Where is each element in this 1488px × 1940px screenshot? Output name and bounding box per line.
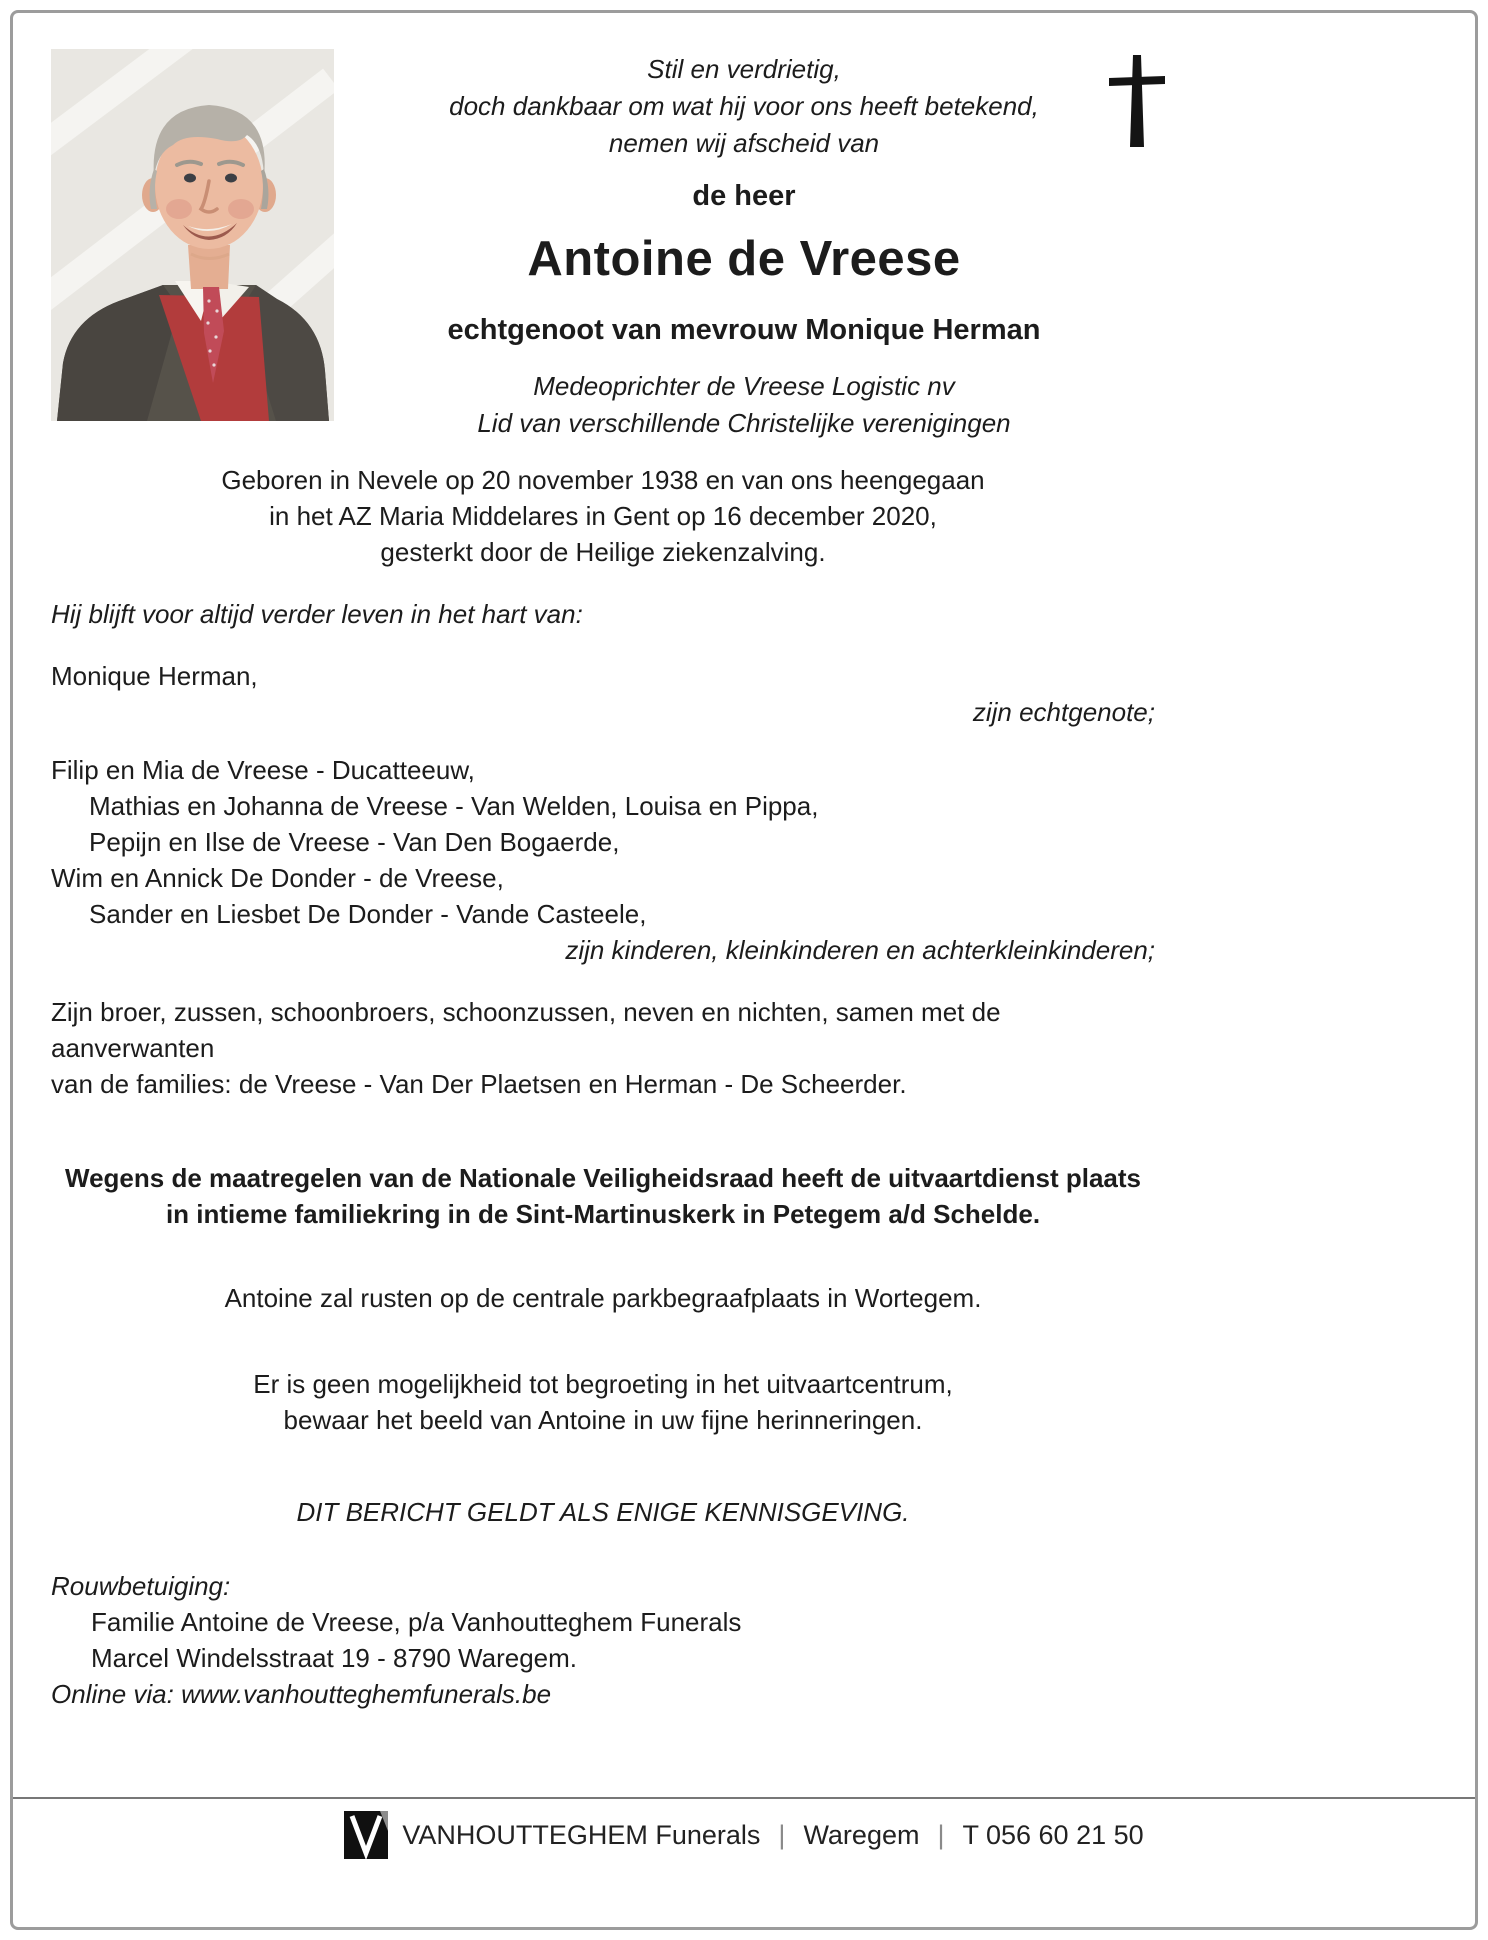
family-member-row: Pepijn en Ilse de Vreese - Van Den Bogaerde, xyxy=(89,827,620,857)
intro-line: Stil en verdrietig, xyxy=(647,54,841,84)
obituary-card xyxy=(10,10,1478,1930)
family-role: zijn kinderen, kleinkinderen en achterkleinkinderen; xyxy=(565,935,1155,965)
birth-death-block xyxy=(51,462,1155,570)
legal-notice: DIT BERICHT GELDT ALS ENIGE KENNISGEVING. xyxy=(296,1497,910,1527)
funeral-home-logo xyxy=(344,1811,388,1859)
family-member-row: Filip en Mia de Vreese - Ducatteeuw, xyxy=(51,755,475,785)
covid-notice-line: in intieme familiekring in de Sint-Martinuskerk in Petegem a/d Schelde. xyxy=(165,1199,1041,1229)
footer-divider xyxy=(13,1797,1475,1799)
footer-separator: | xyxy=(937,1819,945,1850)
deceased-name: Antoine de Vreese xyxy=(527,232,961,286)
header-block xyxy=(13,51,1475,442)
family-member-row: Mathias en Johanna de Vreese - Van Welden, Louisa en Pippa, xyxy=(89,791,819,821)
memory-intro: Hij blijft voor altijd verder leven in het hart van: xyxy=(51,599,583,629)
title-line: Lid van verschillende Christelijke verenigingen xyxy=(477,408,1011,438)
title-line: Medeoprichter de Vreese Logistic nv xyxy=(533,371,955,401)
greeting-line: Er is geen mogelijkheid tot begroeting in het uitvaartcentrum, xyxy=(253,1369,953,1399)
footer-brand: VANHOUTTEGHEM Funerals xyxy=(402,1819,761,1850)
footer-city: Waregem xyxy=(803,1819,920,1850)
resting-line: Antoine zal rusten op de centrale parkbegraafplaats in Wortegem. xyxy=(224,1283,982,1313)
intro-line: doch dankbaar om wat hij voor ons heeft betekend, xyxy=(449,91,1039,121)
family-list xyxy=(51,752,1155,932)
deceased-titles xyxy=(13,368,1475,442)
birth-death-line: in het AZ Maria Middelares in Gent op 16 december 2020, xyxy=(269,501,937,531)
greeting-block xyxy=(51,1366,1155,1438)
condolence-address-line: Marcel Windelsstraat 19 - 8790 Waregem. xyxy=(91,1643,578,1673)
footer-phone: T 056 60 21 50 xyxy=(962,1819,1144,1850)
deceased-salutation: de heer xyxy=(692,180,796,212)
widow-role: zijn echtgenote; xyxy=(972,697,1155,727)
birth-death-line: Geboren in Nevele op 20 november 1938 en van ons heengegaan xyxy=(221,465,985,495)
family-member-row: Sander en Liesbet De Donder - Vande Casteele, xyxy=(89,899,647,929)
covid-notice-line: Wegens de maatregelen van de Nationale Veiligheidsraad heeft de uitvaartdienst plaats xyxy=(65,1163,1141,1193)
relatives-line: Zijn broer, zussen, schoonbroers, schoonzussen, neven en nichten, samen met de aanverwanten xyxy=(51,997,1001,1063)
condolence-label: Rouwbetuiging: xyxy=(51,1571,231,1601)
footer-bar xyxy=(13,1809,1475,1861)
widow-name: Monique Herman, xyxy=(51,661,258,691)
family-member-row: Wim en Annick De Donder - de Vreese, xyxy=(51,863,504,893)
relatives-paragraph xyxy=(51,994,1155,1102)
spouse-line: echtgenoot van mevrouw Monique Herman xyxy=(447,314,1041,346)
body-column xyxy=(51,462,1155,1712)
intro-line: nemen wij afscheid van xyxy=(608,128,880,158)
footer-separator: | xyxy=(778,1819,786,1850)
greeting-line: bewaar het beeld van Antoine in uw fijne herinneringen. xyxy=(283,1405,923,1435)
covid-notice xyxy=(51,1160,1155,1232)
online-condolence-line: Online via: www.vanhoutteghemfunerals.be xyxy=(51,1679,552,1709)
birth-death-line: gesterkt door de Heilige ziekenzalving. xyxy=(380,537,826,567)
relatives-line: van de families: de Vreese - Van Der Plaetsen en Herman - De Scheerder. xyxy=(51,1069,907,1099)
condolence-address-line: Familie Antoine de Vreese, p/a Vanhoutteghem Funerals xyxy=(91,1607,742,1637)
